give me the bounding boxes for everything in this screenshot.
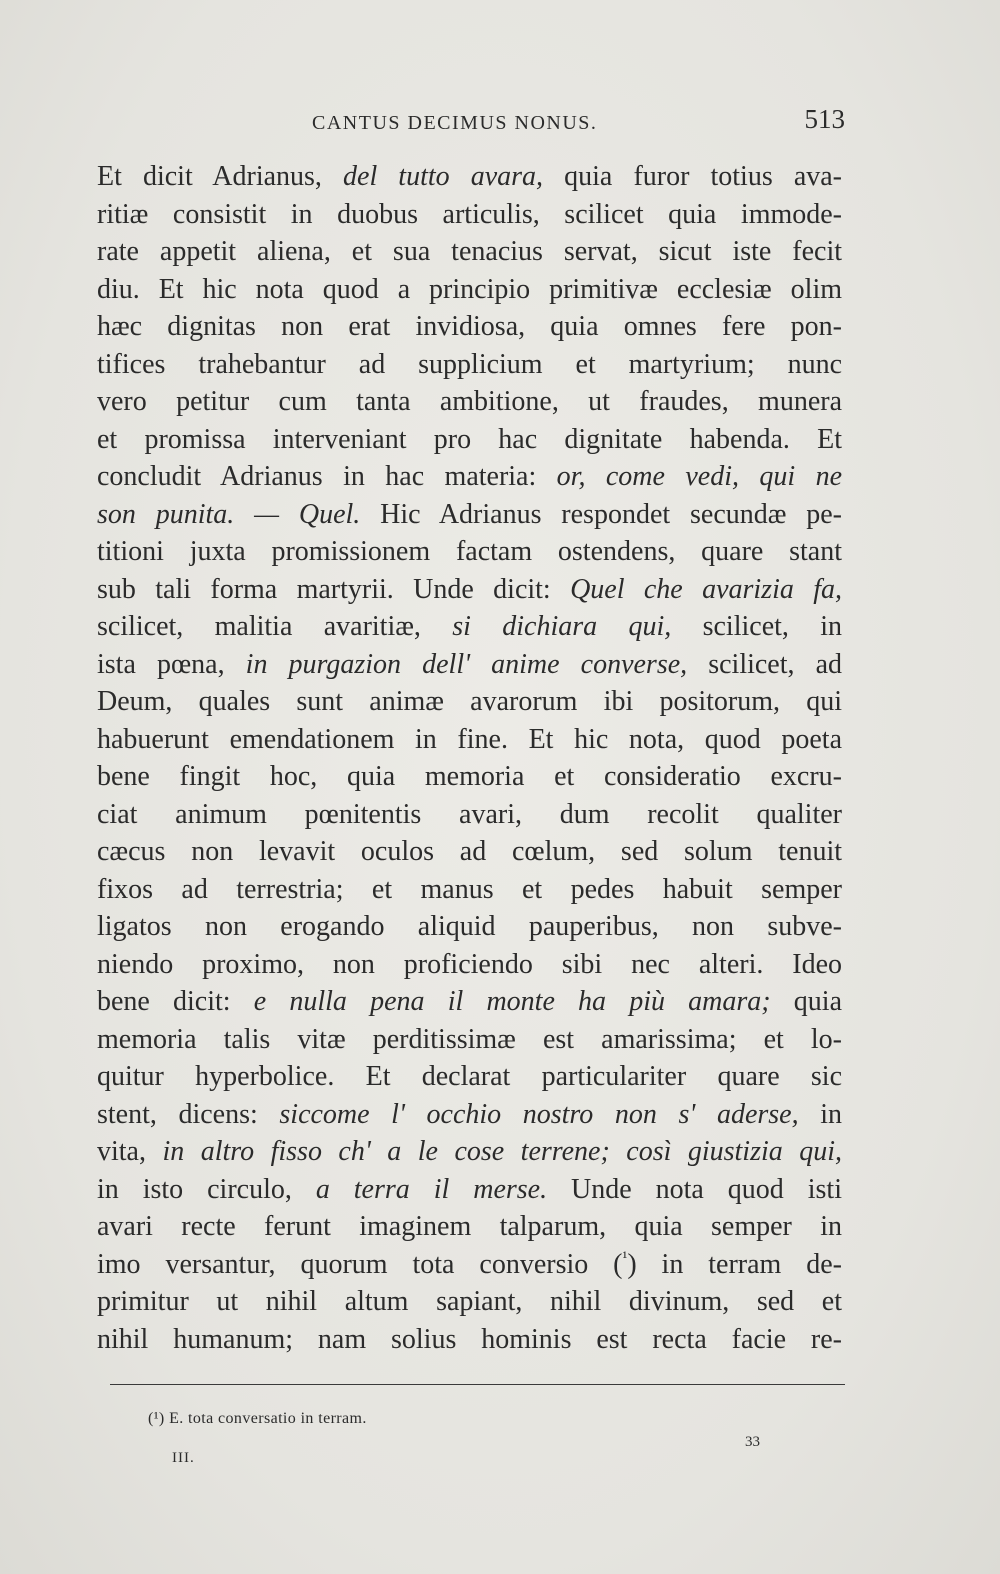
text-line — [97, 1321, 842, 1359]
text-segment: quia — [770, 986, 843, 1017]
text-segment: ritiæ consistit in duobus articulis, scilicet quia immode- — [97, 198, 842, 230]
text-segment: cæcus non levavit oculos ad cœlum, sed solum tenuit — [97, 836, 842, 867]
text-segment: scilicet, in — [671, 611, 843, 642]
italic-quote: si dichiara qui, — [452, 611, 672, 642]
text-segment: et promissa interveniant pro hac dignitate habenda. Et — [97, 423, 842, 455]
body-text — [97, 158, 842, 1358]
footnote-reference: ¹ — [622, 1249, 628, 1267]
italic-quote: e nulla pena il monte ha più amara; — [253, 986, 771, 1017]
text-line — [97, 796, 842, 834]
text-line — [97, 571, 842, 609]
text-segment: vita, — [97, 1136, 163, 1167]
text-segment: primitur ut nihil altum sapiant, nihil divinum, sed et — [97, 1286, 842, 1317]
text-segment: diu. Et hic nota quod a principio primitivæ ecclesiæ olim — [97, 273, 842, 305]
italic-quote: or, come vedi, qui ne — [556, 461, 842, 492]
italic-quote: siccome l' occhio nostro non s' aderse, — [279, 1098, 799, 1130]
text-segment: ligatos non erogando aliquid pauperibus, non subve- — [97, 911, 842, 942]
italic-quote: in purgazion dell' anime converse, — [245, 648, 688, 680]
text-line — [97, 721, 842, 759]
text-segment: bene fingit hoc, quia memoria et consideratio excru- — [97, 761, 842, 792]
text-line — [97, 983, 842, 1021]
text-line — [97, 346, 842, 384]
text-segment: in — [798, 1098, 842, 1130]
text-line — [97, 946, 842, 984]
text-segment: niendo proximo, non proficiendo sibi nec alteri. Ideo — [97, 948, 842, 980]
text-segment: in isto circulo, — [97, 1173, 316, 1205]
running-head — [100, 104, 845, 138]
text-line — [97, 533, 842, 571]
italic-quote: son punita. — Quel. — [97, 498, 361, 530]
text-line — [97, 908, 842, 946]
text-line — [97, 196, 842, 234]
text-line — [97, 646, 842, 684]
footnote — [148, 1410, 367, 1428]
text-line — [97, 1021, 842, 1059]
footnote-rule — [110, 1384, 845, 1385]
text-segment: hæc dignitas non erat invidiosa, quia omnes fere pon- — [97, 311, 842, 342]
text-segment: scilicet, malitia avaritiæ, — [97, 611, 453, 642]
text-segment: habuerunt emendationem in fine. Et hic nota, quod poeta — [97, 723, 842, 755]
text-segment: ) in terram de- — [627, 1248, 843, 1280]
text-segment: ista pœna, — [97, 648, 246, 680]
text-segment: imo versantur, quorum tota conversio ( — [97, 1248, 623, 1280]
text-line — [97, 1133, 842, 1171]
text-segment: quia furor totius ava- — [543, 161, 842, 192]
page-number: 513 — [804, 104, 845, 134]
text-segment: avari recte ferunt imaginem talparum, quia semper in — [97, 1211, 842, 1242]
text-line — [97, 233, 842, 271]
text-segment: stent, dicens: — [97, 1098, 280, 1130]
text-line — [97, 496, 842, 534]
text-line — [97, 1171, 842, 1209]
text-segment: concludit Adrianus in hac materia: — [97, 461, 557, 492]
text-segment: tifices trahebantur ad supplicium et martyrium; nunc — [97, 348, 842, 380]
text-line — [97, 421, 842, 459]
text-line — [97, 1283, 842, 1321]
italic-quote: a terra il merse. — [315, 1173, 548, 1205]
text-line — [97, 383, 842, 421]
text-segment: Deum, quales sunt animæ avarorum ibi positorum, qui — [97, 686, 842, 717]
text-line — [97, 1246, 842, 1284]
text-line — [97, 308, 842, 346]
text-segment: ciat animum pœnitentis avari, dum recolit qualiter — [97, 798, 842, 830]
text-segment: nihil humanum; nam solius hominis est recta facie re- — [97, 1323, 842, 1355]
text-segment: Unde nota quod isti — [547, 1173, 842, 1205]
italic-quote: in altro fisso ch' a le cose terrene; così giustizia qui, — [162, 1136, 842, 1167]
text-line — [97, 608, 842, 646]
text-segment: titioni juxta promissionem factam ostendens, quare stant — [97, 536, 842, 567]
text-line — [97, 683, 842, 721]
signature-mark: III. — [172, 1450, 195, 1466]
text-line — [97, 158, 842, 196]
sheet-number: 33 — [745, 1434, 760, 1450]
text-segment: fixos ad terrestria; et manus et pedes habuit semper — [97, 873, 842, 905]
text-segment: sub tali forma martyrii. Unde dicit: — [97, 573, 571, 605]
text-line — [97, 833, 842, 871]
text-line — [97, 271, 842, 309]
text-segment: rate appetit aliena, et sua tenacius servat, sicut iste fecit — [97, 236, 842, 267]
footnote-marker: (¹) — [148, 1410, 165, 1427]
running-title: CANTUS DECIMUS NONUS. — [312, 112, 598, 134]
text-line — [97, 1096, 842, 1134]
text-line — [97, 458, 842, 496]
text-segment: quitur hyperbolice. Et declarat particulariter quare sic — [97, 1061, 842, 1092]
text-segment: vero petitur cum tanta ambitione, ut fraudes, munera — [97, 386, 842, 417]
text-segment: scilicet, ad — [687, 648, 843, 680]
text-segment: bene dicit: — [97, 986, 254, 1017]
text-line — [97, 758, 842, 796]
text-segment: Et dicit Adrianus, — [97, 161, 344, 192]
italic-quote: Quel che avarizia fa, — [570, 573, 843, 605]
text-line — [97, 871, 842, 909]
italic-quote: del tutto avara, — [343, 161, 544, 192]
text-segment: memoria talis vitæ perditissimæ est amarissima; et lo- — [97, 1023, 842, 1055]
text-line — [97, 1208, 842, 1246]
text-segment: Hic Adrianus respondet secundæ pe- — [360, 498, 842, 530]
footnote-text: E. tota conversatio in terram. — [169, 1410, 367, 1427]
text-line — [97, 1058, 842, 1096]
